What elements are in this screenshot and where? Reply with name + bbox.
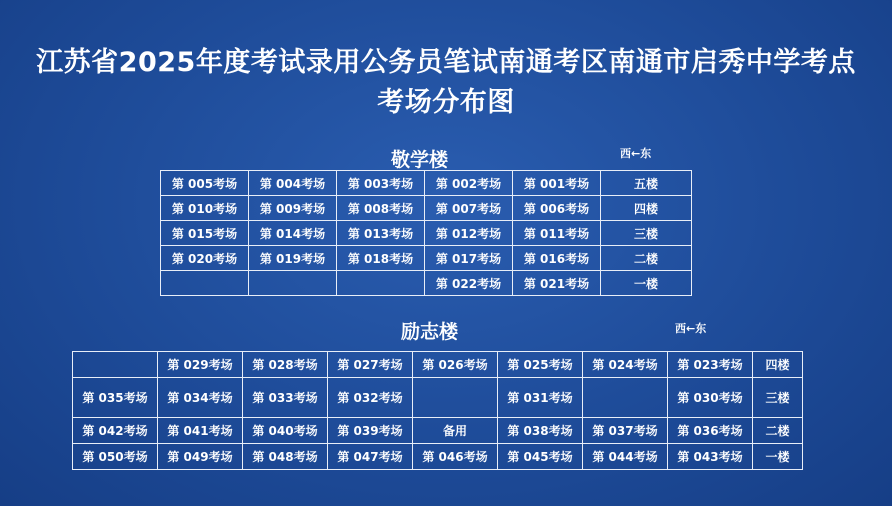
- room-cell: 第 043考场: [668, 444, 753, 470]
- floor-label: 二楼: [601, 246, 692, 271]
- room-cell: 第 030考场: [668, 378, 753, 418]
- room-cell: 第 035考场: [73, 378, 158, 418]
- direction-indicator-lizhi: 西←东: [675, 322, 707, 335]
- room-cell: 第 050考场: [73, 444, 158, 470]
- room-cell: 第 022考场: [425, 271, 513, 296]
- room-cell: 第 013考场: [337, 221, 425, 246]
- room-cell: 第 016考场: [513, 246, 601, 271]
- room-cell: 第 025考场: [498, 352, 583, 378]
- room-cell: 第 018考场: [337, 246, 425, 271]
- floor-label: 二楼: [753, 418, 803, 444]
- building-name-lizhi: 励志楼: [401, 321, 459, 343]
- room-cell: 第 037考场: [583, 418, 668, 444]
- room-cell: 第 006考场: [513, 196, 601, 221]
- room-cell: 第 039考场: [328, 418, 413, 444]
- room-cell: 第 024考场: [583, 352, 668, 378]
- floor-label: 一楼: [753, 444, 803, 470]
- room-cell: 第 007考场: [425, 196, 513, 221]
- room-cell: [413, 378, 498, 418]
- room-cell: 第 042考场: [73, 418, 158, 444]
- room-cell: 第 028考场: [243, 352, 328, 378]
- room-cell: 第 036考场: [668, 418, 753, 444]
- room-cell: 第 011考场: [513, 221, 601, 246]
- lizhi-room-table: [72, 351, 803, 470]
- room-cell: 第 004考场: [249, 171, 337, 196]
- room-cell: 第 017考场: [425, 246, 513, 271]
- table-row: [73, 352, 803, 378]
- room-cell: 第 049考场: [158, 444, 243, 470]
- room-cell: 第 045考场: [498, 444, 583, 470]
- table-row: [73, 418, 803, 444]
- floor-label: 四楼: [753, 352, 803, 378]
- room-cell: 第 034考场: [158, 378, 243, 418]
- table-row: [161, 221, 692, 246]
- room-cell: 第 023考场: [668, 352, 753, 378]
- jingxue-room-table: [160, 170, 692, 296]
- room-cell: [161, 271, 249, 296]
- floor-label: 三楼: [601, 221, 692, 246]
- direction-indicator-jingxue: 西←东: [620, 147, 652, 160]
- room-cell: 第 020考场: [161, 246, 249, 271]
- room-cell: 第 012考场: [425, 221, 513, 246]
- room-cell: 第 044考场: [583, 444, 668, 470]
- room-cell: [249, 271, 337, 296]
- room-cell: 第 002考场: [425, 171, 513, 196]
- building-name-jingxue: 敬学楼: [391, 149, 449, 171]
- room-cell: 第 048考场: [243, 444, 328, 470]
- room-cell: 第 001考场: [513, 171, 601, 196]
- room-cell: 第 029考场: [158, 352, 243, 378]
- room-cell: [73, 352, 158, 378]
- room-cell: 第 003考场: [337, 171, 425, 196]
- room-cell: 第 041考场: [158, 418, 243, 444]
- floor-label: 四楼: [601, 196, 692, 221]
- room-cell: 第 038考场: [498, 418, 583, 444]
- room-cell: 第 032考场: [328, 378, 413, 418]
- room-cell: 第 009考场: [249, 196, 337, 221]
- room-cell: [583, 378, 668, 418]
- room-cell: 第 026考场: [413, 352, 498, 378]
- room-cell: 第 014考场: [249, 221, 337, 246]
- room-cell: 备用: [413, 418, 498, 444]
- room-cell: 第 008考场: [337, 196, 425, 221]
- floor-label: 一楼: [601, 271, 692, 296]
- table-row: [161, 246, 692, 271]
- room-cell: 第 046考场: [413, 444, 498, 470]
- room-cell: 第 021考场: [513, 271, 601, 296]
- room-cell: [337, 271, 425, 296]
- room-cell: 第 033考场: [243, 378, 328, 418]
- room-cell: 第 015考场: [161, 221, 249, 246]
- floor-label: 三楼: [753, 378, 803, 418]
- table-row: [73, 444, 803, 470]
- room-cell: 第 005考场: [161, 171, 249, 196]
- room-cell: 第 031考场: [498, 378, 583, 418]
- floor-label: 五楼: [601, 171, 692, 196]
- table-row: [161, 271, 692, 296]
- table-row: [73, 378, 803, 418]
- room-cell: 第 047考场: [328, 444, 413, 470]
- table-row: [161, 171, 692, 196]
- page-subtitle: 考场分布图: [377, 87, 515, 118]
- room-cell: 第 027考场: [328, 352, 413, 378]
- room-cell: 第 010考场: [161, 196, 249, 221]
- table-row: [161, 196, 692, 221]
- room-cell: 第 019考场: [249, 246, 337, 271]
- page-title: 江苏省2025年度考试录用公务员笔试南通考区南通市启秀中学考点: [36, 47, 856, 78]
- room-cell: 第 040考场: [243, 418, 328, 444]
